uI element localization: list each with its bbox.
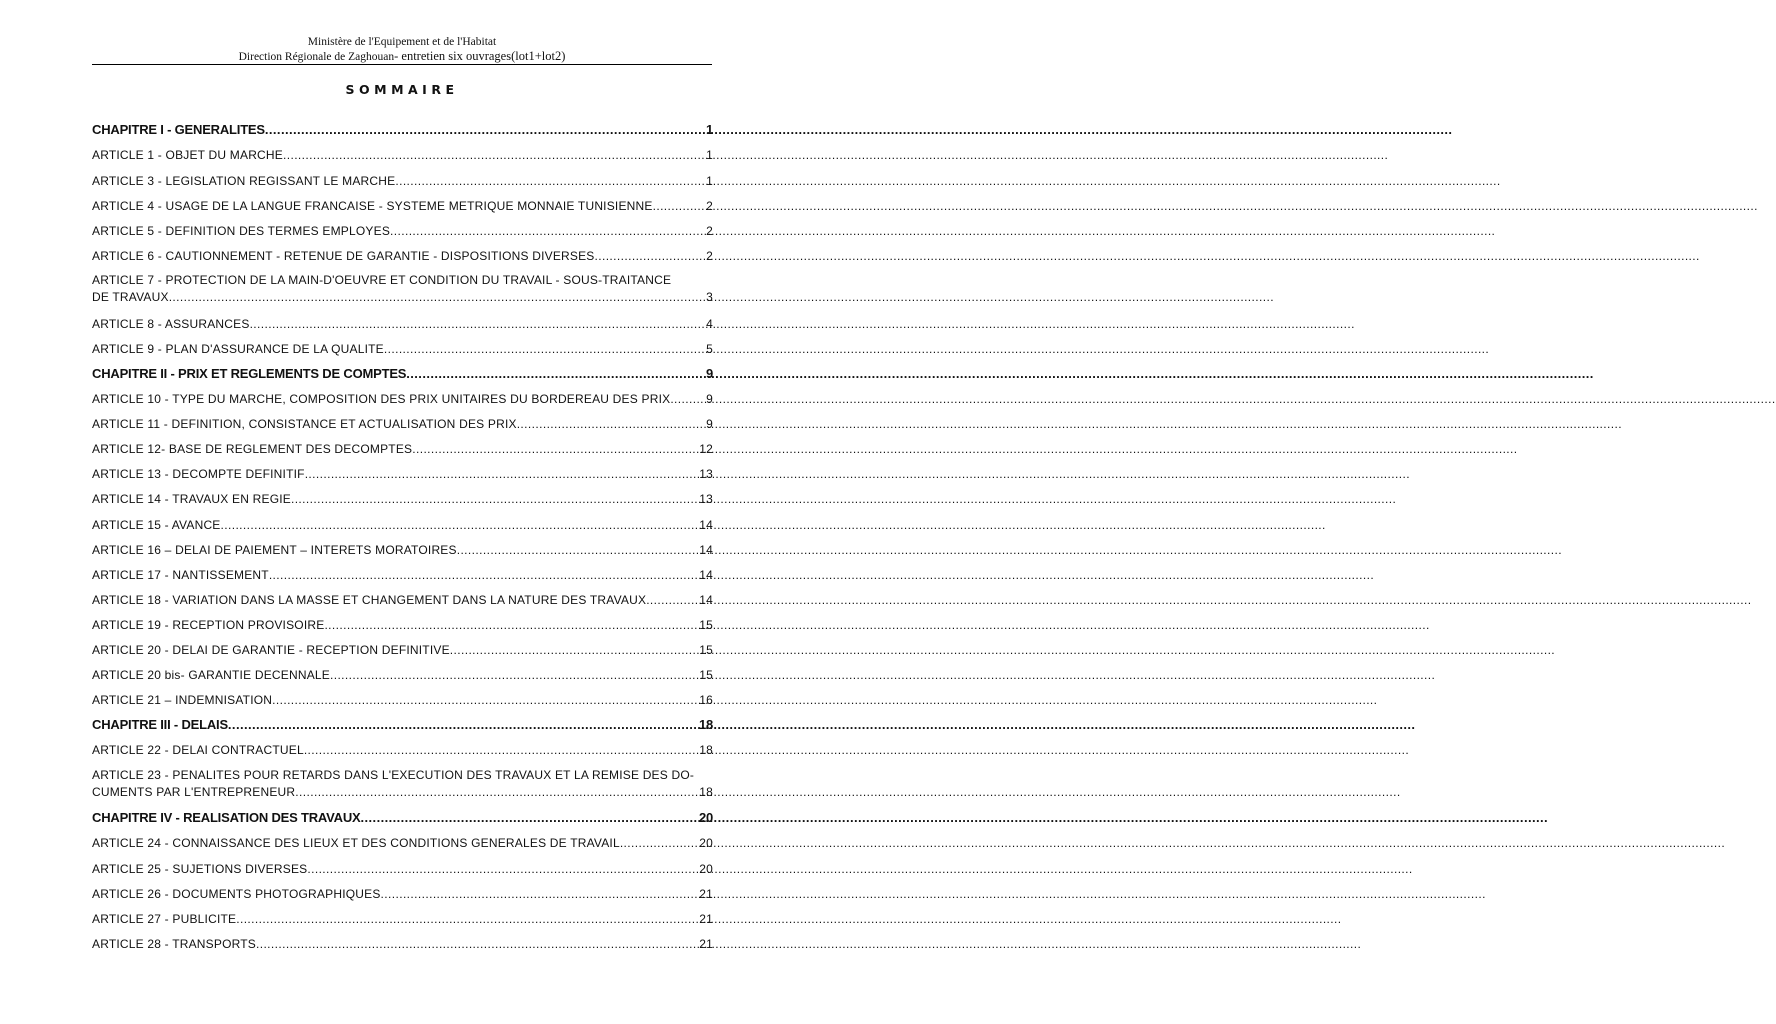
- toc-page-number: 5: [706, 342, 713, 356]
- toc-page-number: 18: [699, 743, 713, 757]
- toc-entry-title: ARTICLE 25 - SUJETIONS DIVERSES: [92, 862, 308, 876]
- toc-entry-row: [92, 174, 713, 188]
- header-direction-name: Direction Régionale de Zaghouan: [238, 51, 395, 63]
- toc-page-number: 15: [699, 668, 713, 682]
- toc-entry-title-line: ARTICLE 7 - PROTECTION DE LA MAIN-D'OEUVRE ET CONDITION DU TRAVAIL - SOUS-TRAITANCE: [92, 273, 672, 287]
- toc-dot-leader: [236, 912, 698, 926]
- toc-page-number: 21: [699, 937, 713, 951]
- toc-article-entry[interactable]: [92, 392, 713, 406]
- toc-dot-leader: [384, 342, 705, 356]
- toc-entry-title: CHAPITRE IV - REALISATION DES TRAVAUX: [92, 810, 361, 825]
- toc-page-number: 14: [699, 593, 713, 607]
- toc-dot-leader: [256, 937, 698, 951]
- toc-page-number: 21: [699, 887, 713, 901]
- toc-dot-leader: [381, 887, 699, 901]
- toc-article-entry[interactable]: [92, 643, 713, 657]
- toc-entry-row: [92, 887, 713, 901]
- toc-article-entry[interactable]: [92, 518, 713, 532]
- toc-entry-row: [92, 224, 713, 238]
- header-project: - entretien six ouvrages(lot1+lot2): [394, 49, 566, 63]
- toc-page-number: 2: [706, 224, 713, 238]
- toc-entry-title: ARTICLE 5 - DEFINITION DES TERMES EMPLOYES: [92, 224, 391, 238]
- toc-page-number: 20: [699, 836, 713, 850]
- toc-article-entry[interactable]: [92, 593, 713, 607]
- toc-dot-leader: [457, 543, 699, 557]
- toc-entry-row: [92, 249, 713, 263]
- toc-dot-leader: [406, 367, 705, 381]
- toc-dot-leader: [304, 743, 698, 757]
- toc-page-number: 18: [699, 785, 713, 799]
- toc-entry-row: [92, 543, 713, 557]
- toc-entry-title: ARTICLE 6 - CAUTIONNEMENT - RETENUE DE GARANTIE - DISPOSITIONS DIVERSES: [92, 249, 595, 263]
- toc-article-entry[interactable]: [92, 768, 713, 799]
- document-page: [0, 0, 768, 1024]
- toc-dot-leader: [272, 693, 698, 707]
- toc-article-entry[interactable]: [92, 668, 713, 682]
- toc-entry-row: [92, 785, 713, 799]
- toc-dot-leader: [395, 174, 705, 188]
- toc-dot-leader: [291, 492, 698, 506]
- toc-entry-title: ARTICLE 18 - VARIATION DANS LA MASSE ET CHANGEMENT DANS LA NATURE DES TRAVAUX: [92, 593, 647, 607]
- toc-entry-row: [92, 862, 713, 876]
- toc-entry-title: ARTICLE 12- BASE DE REGLEMENT DES DECOMPTES: [92, 442, 413, 456]
- toc-page-number: 9: [706, 417, 713, 431]
- toc-dot-leader: [330, 668, 698, 682]
- toc-article-entry[interactable]: [92, 249, 713, 263]
- toc-entry-row: [92, 593, 713, 607]
- toc-chapter-entry[interactable]: [92, 367, 713, 381]
- toc-entry-title: CHAPITRE I - GENERALITES: [92, 122, 265, 137]
- toc-entry-title: ARTICLE 26 - DOCUMENTS PHOTOGRAPHIQUES: [92, 887, 381, 901]
- toc-entry-title: DE TRAVAUX: [92, 290, 169, 304]
- toc-entry-title: ARTICLE 9 - PLAN D'ASSURANCE DE LA QUALITE: [92, 342, 384, 356]
- toc-article-entry[interactable]: [92, 342, 713, 356]
- toc-article-entry[interactable]: [92, 467, 713, 481]
- toc-entry-row: [92, 618, 713, 632]
- toc-article-entry[interactable]: [92, 492, 713, 506]
- toc-dot-leader: [450, 643, 698, 657]
- toc-article-entry[interactable]: [92, 887, 713, 901]
- toc-page-number: 3: [706, 290, 713, 304]
- toc-dot-leader: [307, 862, 698, 876]
- toc-chapter-entry[interactable]: [92, 718, 713, 732]
- toc-entry-title: CUMENTS PAR L'ENTREPRENEUR: [92, 785, 296, 799]
- toc-entry-title: ARTICLE 22 - DELAI CONTRACTUEL: [92, 743, 304, 757]
- toc-entry-row: [92, 668, 713, 682]
- toc-page-number: 20: [698, 810, 713, 825]
- toc-article-entry[interactable]: [92, 442, 713, 456]
- toc-article-entry[interactable]: [92, 174, 713, 188]
- toc-entry-row: [92, 492, 713, 506]
- toc-entry-title: ARTICLE 11 - DEFINITION, CONSISTANCE ET ACTUALISATION DES PRIX: [92, 417, 517, 431]
- toc-entry-title: ARTICLE 10 - TYPE DU MARCHE, COMPOSITION DES PRIX UNITAIRES DU BORDEREAU DES PRIX: [92, 392, 671, 406]
- toc-entry-title: CHAPITRE II - PRIX ET REGLEMENTS DE COMPTES: [92, 366, 407, 381]
- toc-article-entry[interactable]: [92, 543, 713, 557]
- toc-page-number: 20: [699, 862, 713, 876]
- toc-page-number: 21: [699, 912, 713, 926]
- toc-page-number: 2: [706, 249, 713, 263]
- toc-dot-leader: [653, 199, 706, 213]
- toc-article-entry[interactable]: [92, 273, 713, 304]
- toc-entry-row: [92, 467, 713, 481]
- toc-page-number: 9: [705, 366, 713, 381]
- toc-article-entry[interactable]: [92, 693, 713, 707]
- toc-page-number: 13: [699, 467, 713, 481]
- toc-dot-leader: [221, 518, 699, 532]
- toc-entry-title: ARTICLE 28 - TRANSPORTS: [92, 937, 256, 951]
- toc-entry-row: [92, 937, 713, 951]
- toc-entry-title: ARTICLE 17 - NANTISSEMENT: [92, 568, 269, 582]
- toc-page-number: 1: [706, 174, 713, 188]
- toc-article-entry[interactable]: [92, 836, 713, 850]
- toc-article-entry[interactable]: [92, 417, 713, 431]
- toc-chapter-entry[interactable]: [92, 123, 713, 137]
- toc-dot-leader: [324, 618, 698, 632]
- toc-entry-row: [92, 518, 713, 532]
- toc-article-entry[interactable]: [92, 568, 713, 582]
- toc-entry-title: ARTICLE 8 - ASSURANCES: [92, 317, 250, 331]
- toc-dot-leader: [169, 290, 705, 304]
- toc-chapter-entry[interactable]: [92, 811, 713, 825]
- toc-entry-row: [92, 693, 713, 707]
- toc-page-number: 12: [699, 442, 713, 456]
- toc-page-number: 1: [705, 122, 713, 137]
- toc-page-number: 15: [699, 618, 713, 632]
- toc-entry-row: [92, 123, 713, 137]
- toc-entry-row: [92, 912, 713, 926]
- toc-entry-row: [92, 718, 713, 732]
- toc-entry-title: ARTICLE 24 - CONNAISSANCE DES LIEUX ET DES CONDITIONS GENERALES DE TRAVAIL: [92, 836, 620, 850]
- toc-page-number: 14: [699, 518, 713, 532]
- toc-entry-title-line: ARTICLE 23 - PENALITES POUR RETARDS DANS L'EXECUTION DES TRAVAUX ET LA REMISE DES DO-: [92, 768, 695, 782]
- toc-dot-leader: [620, 836, 698, 850]
- toc-page-number: 14: [699, 543, 713, 557]
- toc-article-entry[interactable]: [92, 199, 713, 213]
- toc-entry-row: [92, 367, 713, 381]
- toc-entry-title: ARTICLE 14 - TRAVAUX EN REGIE: [92, 492, 291, 506]
- header-rule: [92, 64, 712, 65]
- header-ministry: Ministère de l'Equipement et de l'Habitat: [307, 36, 497, 48]
- toc-page-number: 18: [698, 717, 713, 732]
- toc-dot-leader: [305, 467, 699, 481]
- toc-dot-leader: [361, 811, 698, 825]
- toc-page-number: 13: [699, 492, 713, 506]
- toc-page-number: 2: [706, 199, 713, 213]
- toc-entry-title: ARTICLE 3 - LEGISLATION REGISSANT LE MARCHE: [92, 174, 396, 188]
- toc-entry-title: ARTICLE 13 - DECOMPTE DEFINITIF: [92, 467, 305, 481]
- toc-dot-leader: [228, 718, 698, 732]
- toc-dot-leader: [670, 392, 705, 406]
- toc-entry-row: [92, 743, 713, 757]
- toc-entry-row: [92, 811, 713, 825]
- toc-article-entry[interactable]: [92, 743, 713, 757]
- toc-page-number: 1: [706, 148, 713, 162]
- toc-dot-leader: [295, 785, 698, 799]
- toc-article-entry[interactable]: [92, 862, 713, 876]
- toc-page-number: 14: [699, 568, 713, 582]
- toc-entry-title: ARTICLE 20 bis- GARANTIE DECENNALE: [92, 668, 330, 682]
- toc-entry-row: [92, 568, 713, 582]
- toc-article-entry[interactable]: [92, 224, 713, 238]
- document-header: [92, 35, 712, 64]
- toc-page-number: 16: [699, 693, 713, 707]
- toc-article-entry[interactable]: [92, 317, 713, 331]
- toc-entry-row: [92, 392, 713, 406]
- toc-dot-leader: [646, 593, 698, 607]
- toc-entry-row: [92, 442, 713, 456]
- header-direction: [92, 49, 712, 64]
- toc-article-entry[interactable]: [92, 148, 713, 162]
- toc-page-number: 4: [706, 317, 713, 331]
- toc-entry-row: [92, 290, 713, 304]
- toc-article-entry[interactable]: [92, 618, 713, 632]
- toc-page-number: 9: [706, 392, 713, 406]
- toc-entry-title: CHAPITRE III - DELAIS: [92, 717, 228, 732]
- toc-entry-row: [92, 417, 713, 431]
- toc-entry-title: ARTICLE 1 - OBJET DU MARCHE: [92, 148, 283, 162]
- toc-dot-leader: [283, 148, 705, 162]
- toc-dot-leader: [390, 224, 705, 238]
- toc-entry-row: [92, 148, 713, 162]
- page-title: SOMMAIRE: [345, 82, 459, 97]
- toc-entry-row: [92, 643, 713, 657]
- toc-entry-row: [92, 199, 713, 213]
- toc-dot-leader: [595, 249, 706, 263]
- toc-entry-title: ARTICLE 15 - AVANCE: [92, 518, 221, 532]
- toc-article-entry[interactable]: [92, 937, 713, 951]
- toc-dot-leader: [265, 123, 705, 137]
- toc-entry-title: ARTICLE 27 - PUBLICITE: [92, 912, 237, 926]
- toc-entry-title: ARTICLE 19 - RECEPTION PROVISOIRE: [92, 618, 325, 632]
- toc-entry-title: ARTICLE 4 - USAGE DE LA LANGUE FRANCAISE - SYSTEME METRIQUE MONNAIE TUNISIENNE: [92, 199, 653, 213]
- toc-entry-row: [92, 342, 713, 356]
- toc-entry-title: ARTICLE 16 – DELAI DE PAIEMENT – INTERETS MORATOIRES: [92, 543, 457, 557]
- toc-dot-leader: [517, 417, 705, 431]
- toc-entry-title: ARTICLE 21 – INDEMNISATION: [92, 693, 273, 707]
- toc-page-number: 15: [699, 643, 713, 657]
- toc-entry-title: ARTICLE 20 - DELAI DE GARANTIE - RECEPTION DEFINITIVE: [92, 643, 450, 657]
- toc-dot-leader: [250, 317, 706, 331]
- toc-entry-row: [92, 317, 713, 331]
- toc-entry-row: [92, 836, 713, 850]
- toc-dot-leader: [412, 442, 698, 456]
- toc-dot-leader: [269, 568, 698, 582]
- toc-article-entry[interactable]: [92, 912, 713, 926]
